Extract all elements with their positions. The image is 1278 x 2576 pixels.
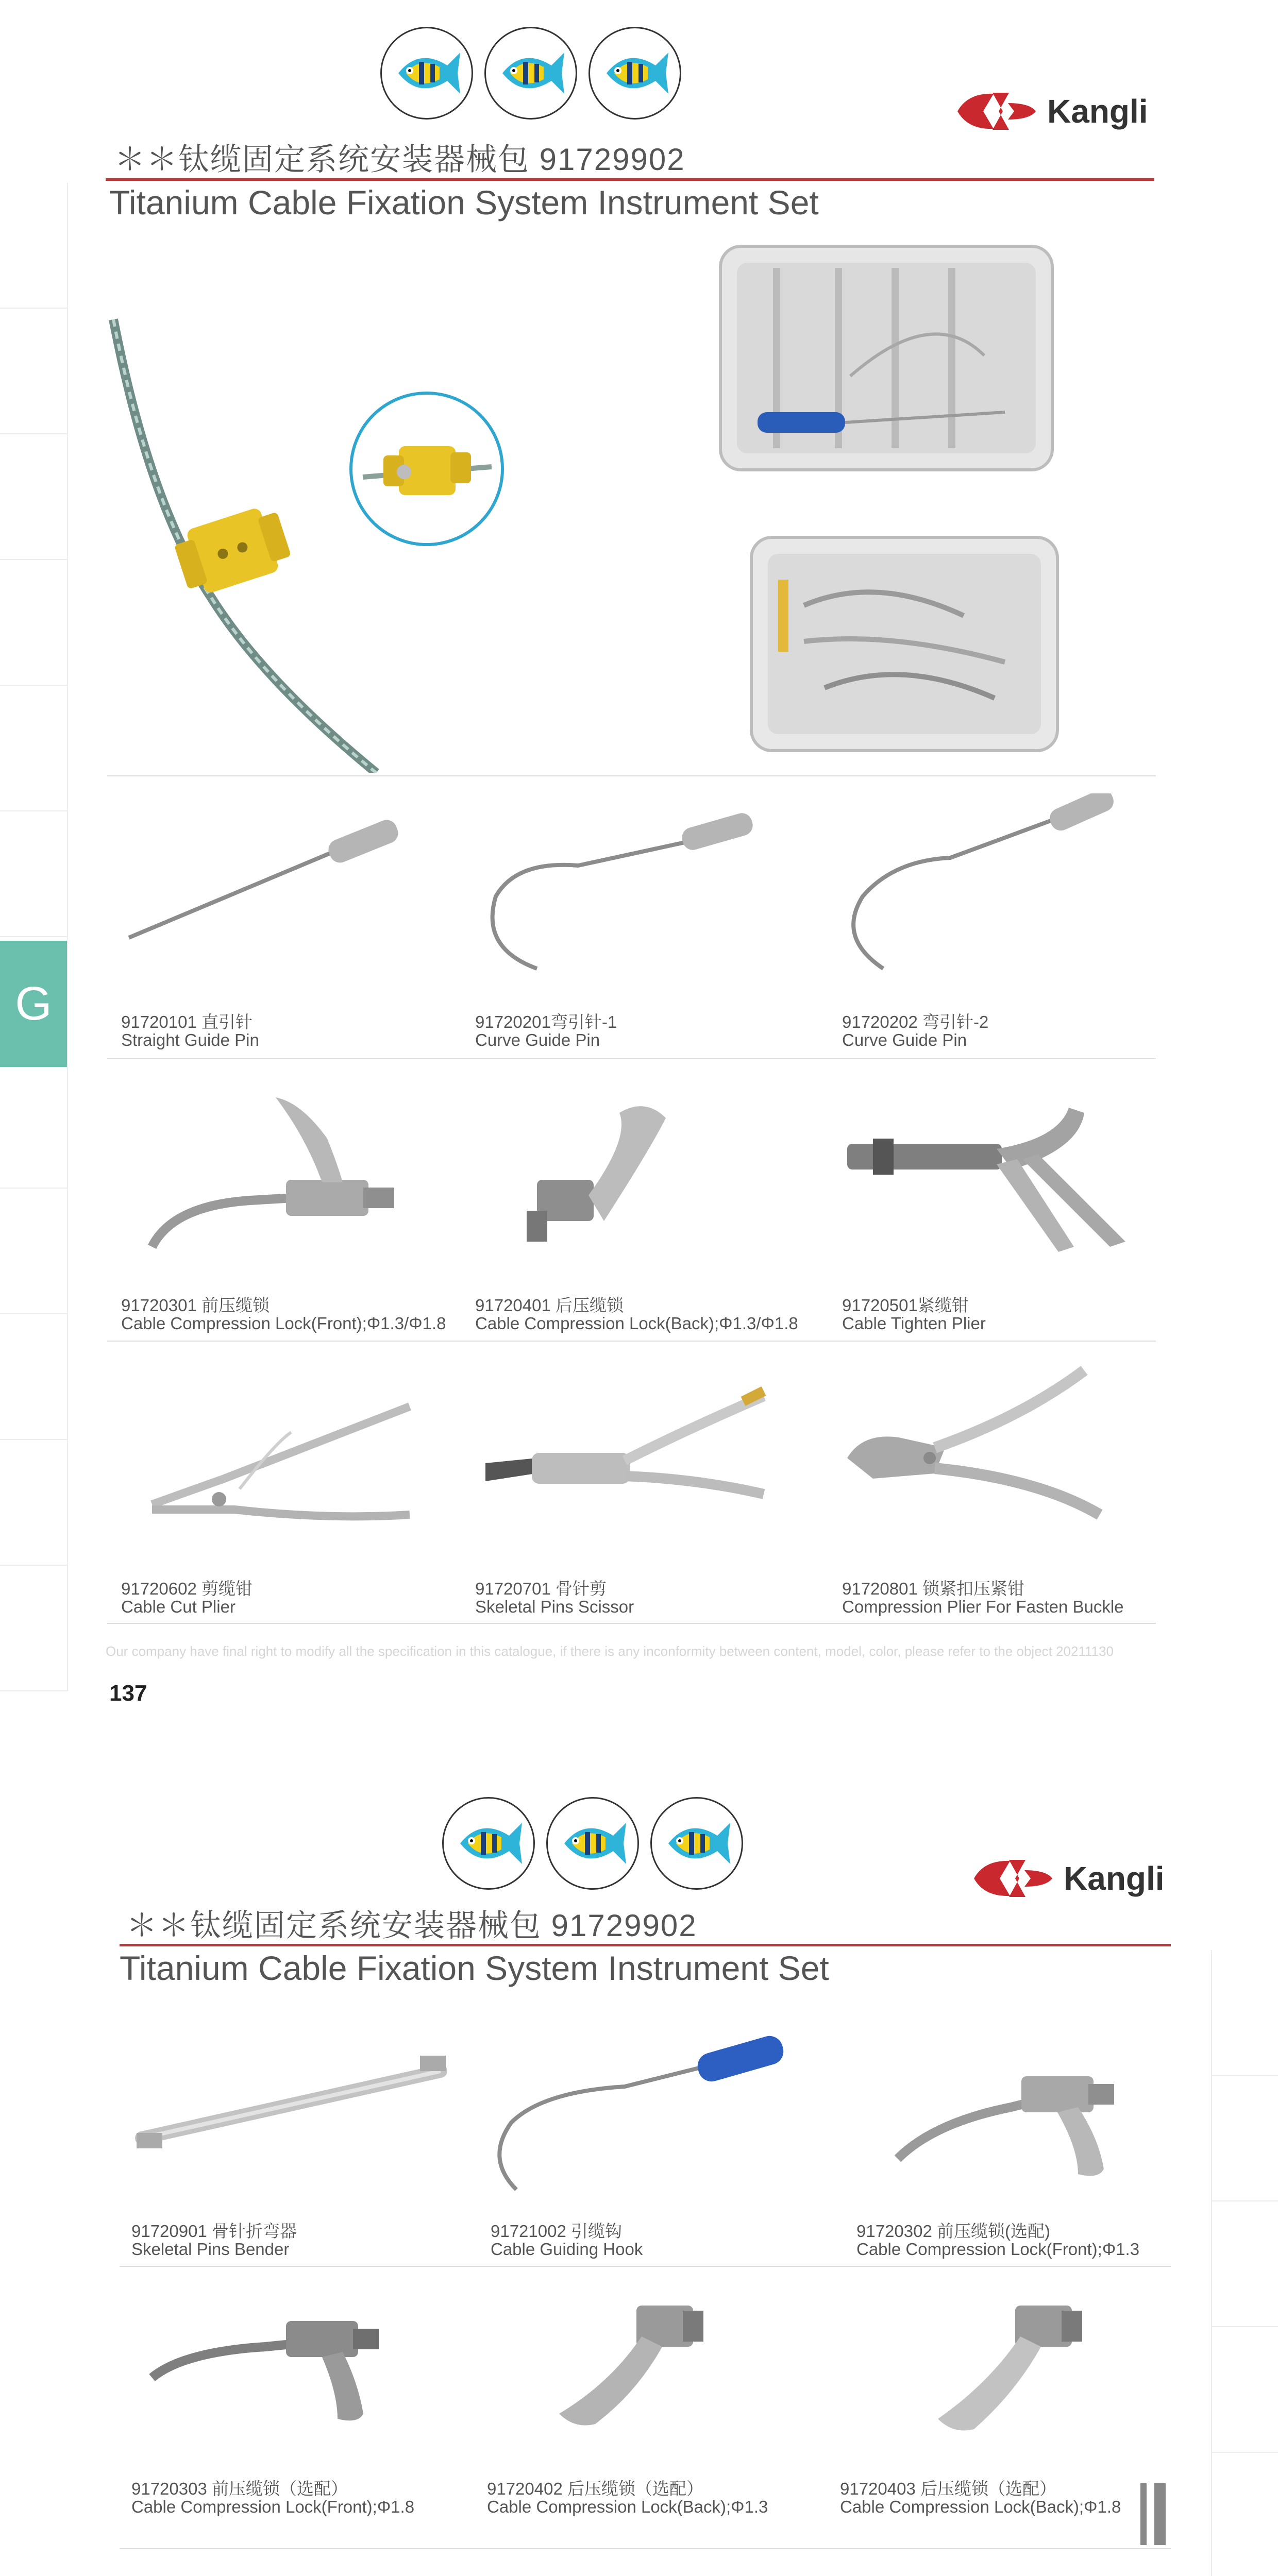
divider [120,2266,1171,2267]
product-name: Cable Compression Lock(Front);Φ1.8 [131,2497,415,2516]
product-name: Cable Compression Lock(Back);Φ1.3 [487,2497,768,2516]
product-code: 91720401 后压缆锁 [475,1296,624,1315]
product-code: 91720602 剪缆钳 [121,1579,253,1598]
brand-logo [952,88,1148,135]
fish-badges [380,27,681,120]
product-item[interactable] [121,1077,451,1355]
product-code: 91720201弯引针-1 [475,1012,617,1031]
product-name: Cable Compression Lock(Front);Φ1.3/Φ1.8 [121,1314,446,1333]
product-item[interactable] [475,1360,805,1638]
product-name: Cable Cut Plier [121,1597,236,1616]
product-code: 91720501紧缆钳 [842,1296,969,1315]
product-item[interactable] [131,2035,461,2313]
product-item[interactable] [842,793,1172,1072]
product-code: 91720402 后压缆锁（选配） [487,2479,703,2498]
product-code: 91720901 骨针折弯器 [131,2222,297,2241]
cable-cut-plier-image [121,1360,430,1566]
product-code: 91720302 前压缆锁(选配) [856,2222,1050,2241]
side-index-strip [1211,1950,1278,2576]
cable-compression-lock-back-13-image [487,2280,796,2445]
cable-compression-lock-front-18-image [131,2280,441,2445]
fish-icon [546,1797,639,1890]
cable-compression-lock-back-18-image [840,2280,1149,2445]
product-name: Cable Compression Lock(Front);Φ1.3 [856,2240,1140,2259]
fish-icon [588,27,681,120]
product-code: 91720303 前压缆锁（选配） [131,2479,348,2498]
product-name: Cable Tighten Plier [842,1314,986,1333]
product-item[interactable] [856,2035,1186,2313]
disclaimer-text: Our company have final right to modify all the specification in this catalogue, if there is any inconformity between content, model, color, please refer to the object 20211130 [106,1643,1114,1659]
section-tab-g[interactable]: G [0,941,67,1067]
product-name: Skeletal Pins Bender [131,2240,290,2259]
fish-badges [442,1797,743,1890]
skeletal-pins-scissor-image [475,1360,784,1566]
compression-plier-buckle-image [842,1360,1151,1566]
curve-guide-pin-2-image [842,793,1131,999]
title-chinese: ＊＊钛缆固定系统安装器械包 91729902 [126,1908,697,1943]
page-number: 137 [109,1681,147,1706]
instrument-tray-top-image [716,242,1056,474]
cable-tighten-plier-image [842,1077,1151,1283]
product-name: Curve Guide Pin [475,1030,600,1049]
kangli-logo-icon [952,88,1040,135]
brand-name: Kangli [1064,1860,1165,1897]
product-name: Straight Guide Pin [121,1030,259,1049]
product-item[interactable] [487,2280,817,2558]
product-code: 91720403 后压缆锁（选配） [840,2479,1056,2498]
header-rule [106,178,1154,181]
title-english: Titanium Cable Fixation System Instrument Set [109,183,819,222]
product-name: Skeletal Pins Scissor [475,1597,634,1616]
fish-icon [380,27,473,120]
lock-detail-circle [349,392,504,546]
product-name: Cable Compression Lock(Back);Φ1.3/Φ1.8 [475,1314,798,1333]
divider [120,2548,1171,2549]
product-item[interactable] [491,2035,820,2313]
fish-icon [484,27,577,120]
title-chinese: ＊＊钛缆固定系统安装器械包 91729902 [114,142,685,177]
product-item[interactable] [131,2280,461,2558]
curve-guide-pin-1-image [475,793,764,999]
product-item[interactable] [121,793,451,1072]
product-name: Cable Guiding Hook [491,2240,643,2259]
skeletal-pins-bender-image [131,2035,461,2200]
instrument-tray-bottom-image [747,533,1062,755]
header-rule [120,1944,1171,1946]
product-code: 91720301 前压缆锁 [121,1296,270,1315]
product-item[interactable] [121,1360,451,1638]
divider [107,1623,1156,1624]
side-index-strip [0,183,68,1691]
product-code: 91720801 锁紧扣压紧钳 [842,1579,1024,1598]
product-item[interactable] [475,793,805,1072]
product-item[interactable] [842,1077,1172,1355]
straight-guide-pin-image [121,793,410,999]
brand-name: Kangli [1047,93,1148,130]
cable-guiding-hook-image [491,2035,800,2200]
product-code: 91720202 弯引针-2 [842,1012,989,1031]
product-code: 91720101 直引针 [121,1012,253,1031]
product-item[interactable] [842,1360,1172,1638]
brand-logo [969,1855,1165,1902]
cable-compression-lock-back-image [475,1077,764,1283]
divider [107,1341,1156,1342]
product-code: 91721002 引缆钩 [491,2222,622,2241]
edge-mark [1154,2483,1166,2545]
product-name: Cable Compression Lock(Back);Φ1.8 [840,2497,1121,2516]
divider [107,1058,1156,1059]
fish-icon [650,1797,743,1890]
product-code: 91720701 骨针剪 [475,1579,607,1598]
divider [107,775,1156,776]
cable-compression-lock-front-image [121,1077,451,1283]
title-english: Titanium Cable Fixation System Instrument Set [120,1949,829,1987]
kangli-logo-icon [969,1855,1056,1902]
product-name: Curve Guide Pin [842,1030,967,1049]
product-item[interactable] [840,2280,1170,2558]
cable-compression-lock-front-13-image [856,2035,1166,2200]
catalog-page-138 [0,1721,1278,2576]
fish-icon [442,1797,535,1890]
product-item[interactable] [475,1077,805,1355]
product-name: Compression Plier For Fasten Buckle [842,1597,1124,1616]
edge-mark [1140,2483,1147,2545]
